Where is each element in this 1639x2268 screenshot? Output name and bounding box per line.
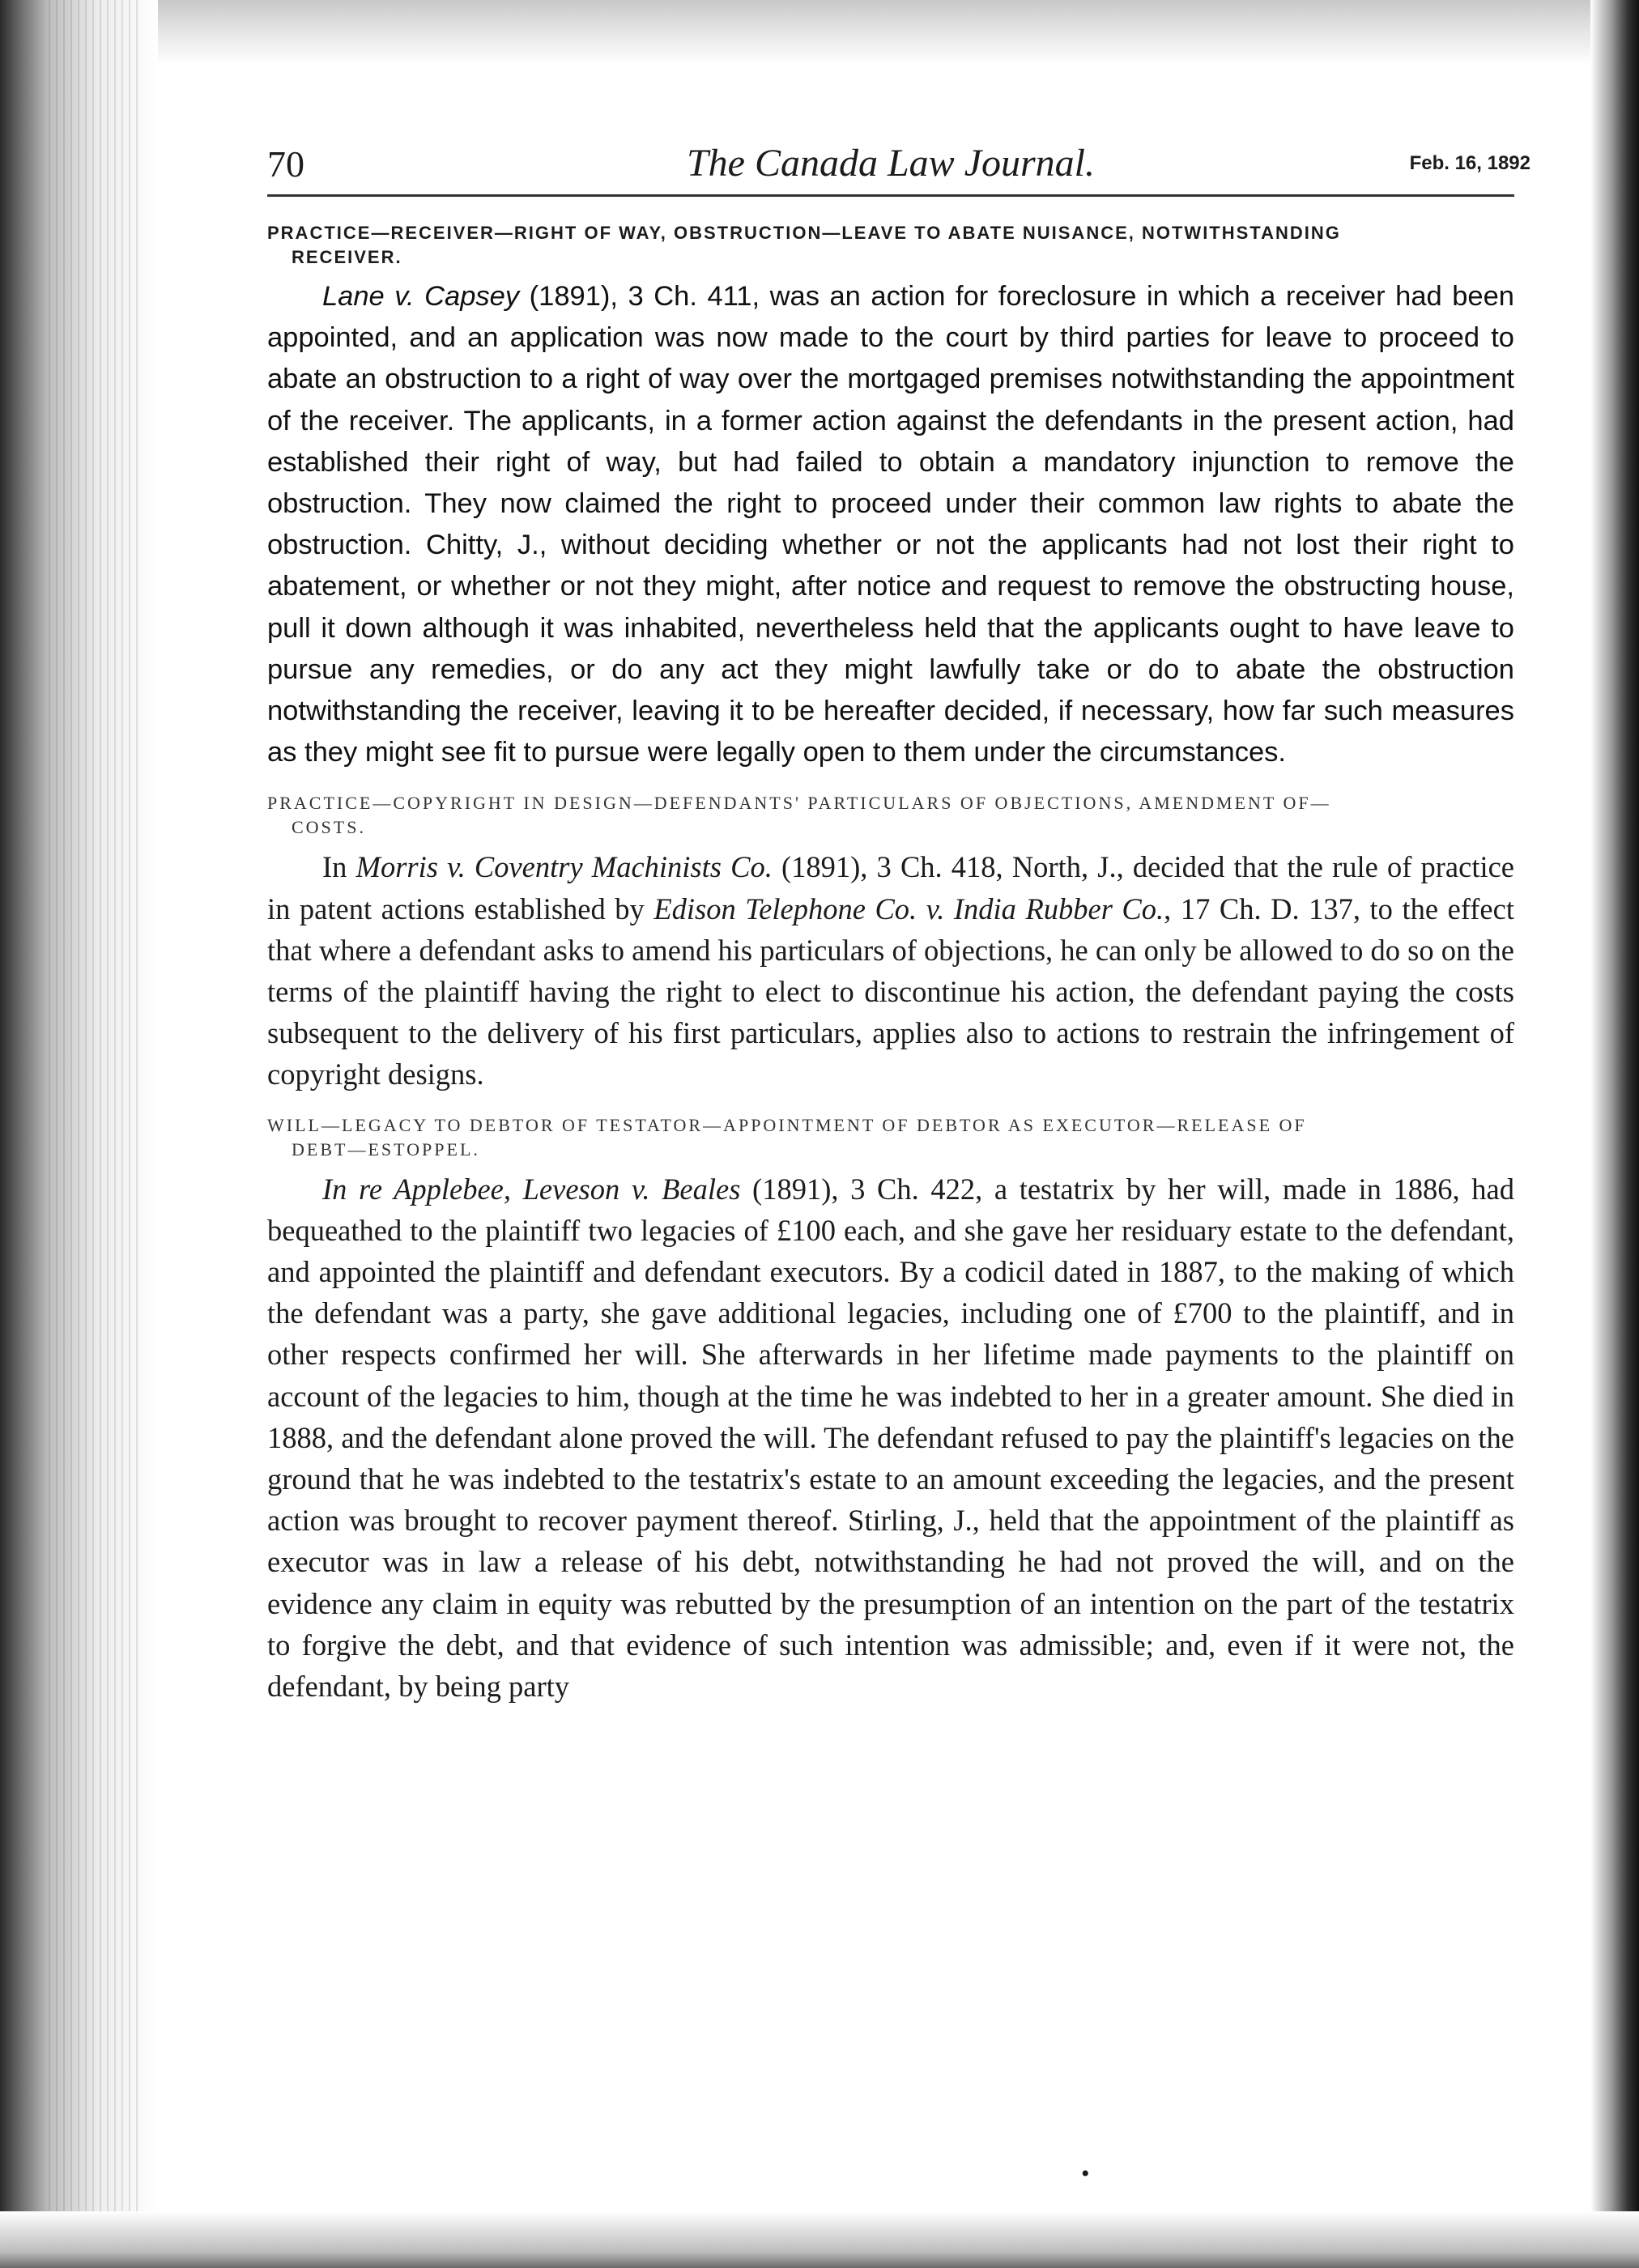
section-receiver [267,221,1514,773]
section-body [267,276,1514,773]
section-heading-continuation: DEBT—ESTOPPEL. [292,1138,480,1160]
section-heading [267,221,1514,270]
binding-spine [49,0,138,2268]
section-heading-continuation: COSTS. [292,817,366,838]
section-heading [267,1113,1514,1162]
section-heading-text: PRACTICE—COPYRIGHT IN DESIGN—DEFENDANTS' PARTICULARS OF OBJECTIONS, AMENDMENT OF— [267,793,1331,814]
case-name: Morris v. Coventry Machinists Co. [355,850,773,884]
scan-edge-right [1590,0,1639,2268]
body-text: (1891), 3 Ch. 422, a testatrix by her will, made in 1886, had bequeathed to the plaintiff two legacies of £100 each, and she gave her residuary estate to the defendant, and appointed the plaintiff and defendant executors. By a codicil dated in 1887, to the making of which the defendant was a party, she gave additional legacies, including one of £700 to the plaintiff, and in other respects confirmed her will. She afterwards in her lifetime made payments to the plaintiff on account of the legacies to him, though at the time he was indebted to her in a greater amount. She died in 1888, and the defendant alone proved the will. The defendant refused to pay the plaintiff's legacies on the ground that he was indebted to the testatrix's estate to an amount exceeding the legacies, and the present action was brought to recover payment thereof. Stirling, J., held that the appointment of the plaintiff as executor was in law a release of his debt, notwithstanding he had not proved the will, and on the evidence any claim in equity was rebutted by the presumption of an intention on the part of the testatrix to forgive the debt, and that evidence of such intention was admissible; and, even if it were not, the defendant, by being party [267,1172,1514,1704]
cited-case: Edison Telephone Co. v. India Rubber Co. [653,891,1164,925]
section-heading-continuation: RECEIVER. [292,247,402,267]
section-heading-text: WILL—LEGACY TO DEBTOR OF TESTATOR—APPOINTMENT OF DEBTOR AS EXECUTOR—RELEASE OF [267,1114,1307,1135]
body-text: (1891), 3 Ch. 411, was an action for foreclosure in which a receiver had been appointed, and an application was now made to the court by third parties for leave to proceed to abate an obstruction to a right of way over the mortgaged premises notwithstanding the appointment of the receiver. The applicants, in a former action against the defendants in the present action, had established their right of way, but had failed to obtain a mandatory injunction to remove the obstruction. They now claimed the right to proceed under their common law rights to abate the obstruction. Chitty, J., without deciding whether or not the applicants had not lost their right to abatement, or whether or not they might, after notice and request to remove the obstructing house, pull it down although it was inhabited, nevertheless held that the applicants ought to have leave to pursue any remedies, or do any act they might lawfully take or do to abate the obstruction notwithstanding the receiver, leaving it to be hereafter decided, if necessary, how far such measures as they might see fit to pursue were legally open to them under the circumstances. [267,281,1514,768]
journal-page [267,138,1530,1707]
section-body [267,1168,1514,1708]
scan-edge-bottom [0,2211,1639,2268]
section-heading-text: PRACTICE—RECEIVER—RIGHT OF WAY, OBSTRUCTION—LEAVE TO ABATE NUISANCE, NOTWITHSTANDING [267,223,1341,243]
running-title: The Canada Law Journal. [686,142,1096,185]
case-name: Lane v. Capsey [322,281,520,312]
case-name: In re Applebee, Leveson v. Beales [322,1172,741,1206]
lead-text: In [322,850,356,884]
section-copyright [267,791,1514,1095]
section-will [267,1113,1514,1708]
body-text: (1891), 3 Ch. 418, North, J., decided that the rule of practice in patent actions established by [267,850,1514,925]
page-header [267,138,1530,197]
body-text: , 17 Ch. D. 137, to the effect that where a defendant asks to amend his particulars of objections, he can only be allowed to do so on the terms of the plaintiff having the right to elect to discontinue his action, the defendant paying the costs subsequent to the delivery of his first particulars, applies also to actions to restrain the infringement of copyright designs. [267,891,1514,1091]
section-body [267,846,1514,1095]
section-heading [267,791,1514,840]
print-speck: • [1081,2160,1090,2187]
page-number: 70 [267,143,304,185]
header-date: Feb. 16, 1892 [1409,152,1530,174]
scan-edge-top [0,0,1639,65]
